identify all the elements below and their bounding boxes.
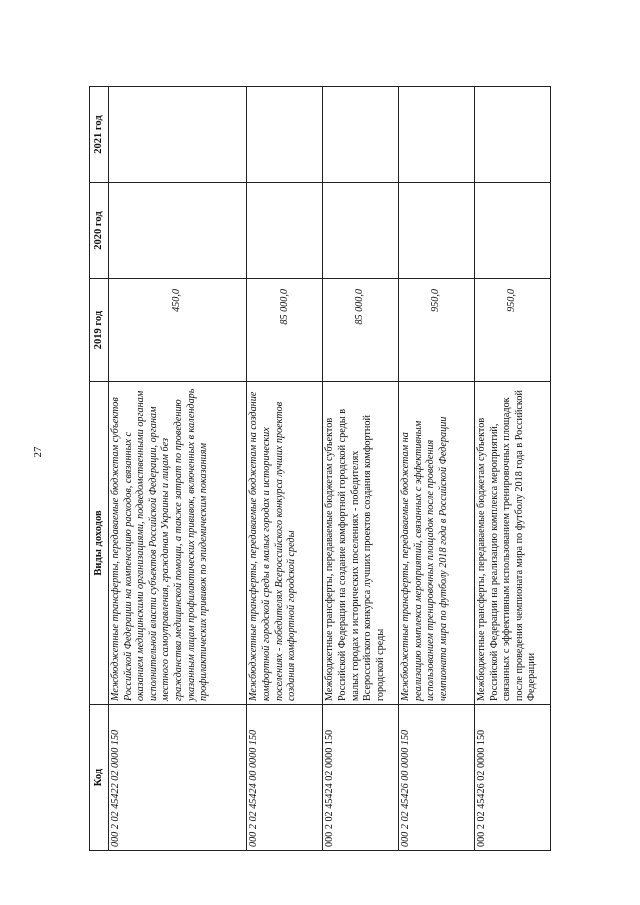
revenue-table — [89, 86, 551, 851]
row-code: 000 2 02 45426 02 0000 150 — [475, 705, 551, 851]
row-code: 000 2 02 45424 02 0000 150 — [323, 705, 399, 851]
row-value-2021 — [109, 87, 247, 183]
table-header-row — [90, 87, 109, 851]
row-value-2021 — [247, 87, 323, 183]
row-value-2019: 950,0 — [475, 279, 551, 382]
row-name: Межбюджетные трансферты, передаваемые бюджетам субъектов Российской Федерации на реализацию комплекса мероприятий, связанных с эффективным использованием тренировочных площадок после проведения чемпионата мира по футболу 2018 года в Российской Федерации — [475, 382, 551, 705]
row-code: 000 2 02 45426 00 0000 150 — [399, 705, 475, 851]
table-row — [475, 87, 551, 851]
row-value-2019: 85 000,0 — [247, 279, 323, 382]
header-code: Код — [90, 705, 109, 851]
row-value-2021 — [323, 87, 399, 183]
row-value-2020 — [247, 183, 323, 279]
header-2019: 2019 год — [90, 279, 109, 382]
row-code: 000 2 02 45424 00 0000 150 — [247, 705, 323, 851]
page-number: 27 — [32, 446, 44, 458]
row-value-2020 — [109, 183, 247, 279]
row-value-2020 — [475, 183, 551, 279]
row-value-2019: 450,0 — [109, 279, 247, 382]
header-name: Виды доходов — [90, 382, 109, 705]
revenue-table-wrapper — [89, 87, 551, 851]
table-row — [247, 87, 323, 851]
row-value-2019: 85 000,0 — [323, 279, 399, 382]
row-name: Межбюджетные трансферты, передаваемые бюджетам субъектов Российской Федерации на создание комфортной городской среды в малых городах и исторических поселениях - победителях Всероссийского конкурса лучших проектов создания комфортной городской среды — [323, 382, 399, 705]
table-row — [323, 87, 399, 851]
row-value-2020 — [399, 183, 475, 279]
table-row — [109, 87, 247, 851]
row-code: 000 2 02 45422 02 0000 150 — [109, 705, 247, 851]
header-2021: 2021 год — [90, 87, 109, 183]
header-2020: 2020 год — [90, 183, 109, 279]
row-name: Межбюджетные трансферты, передаваемые бюджетам на создание комфортной городской среды в малых городах и исторических поселениях - победителях Всероссийского конкурса лучших проектов создания комфортной городской среды — [247, 382, 323, 705]
row-value-2019: 950,0 — [399, 279, 475, 382]
row-name: Межбюджетные трансферты, передаваемые бюджетам субъектов Российской Федерации на компенсацию расходов, связанных с оказанием медицинскими организациями, подведомственными органам исполнительной власти субъектов Российской Федерации, органам местного самоуправления, гражданам Украины и лицам без гражданства медицинской помощи, а также затрат по проведению указанным лицам профилактических прививок, включенных в календарь профилактических прививок по эпидемическим показаниям — [109, 382, 247, 705]
row-name: Межбюджетные трансферты, передаваемые бюджетам на реализацию комплекса мероприятий, связанных с эффективным использованием тренировочных площадок после проведения чемпионата мира по футболу 2018 года в Российской Федерации — [399, 382, 475, 705]
table-row — [399, 87, 475, 851]
row-value-2021 — [399, 87, 475, 183]
row-value-2021 — [475, 87, 551, 183]
row-value-2020 — [323, 183, 399, 279]
